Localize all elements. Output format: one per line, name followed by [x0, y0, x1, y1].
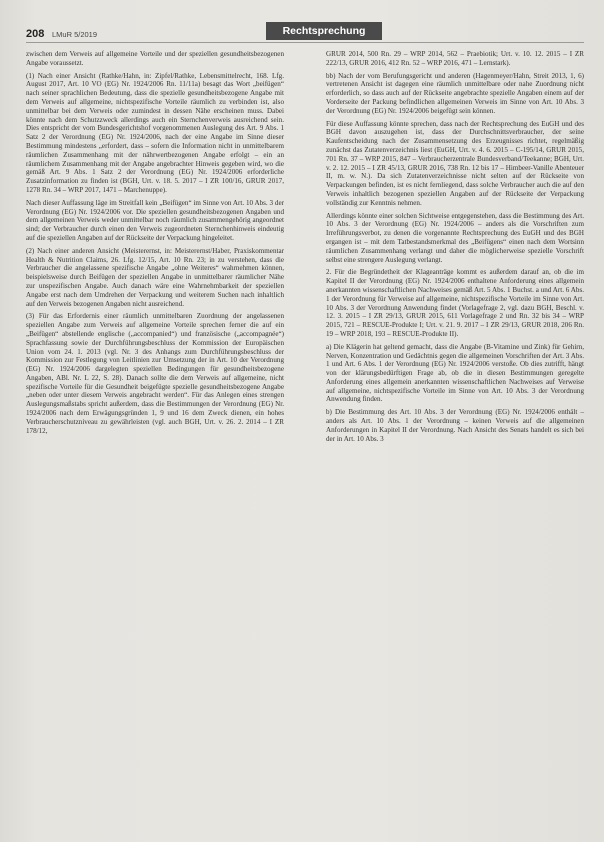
paragraph: (1) Nach einer Ansicht (Rathke/Hahn, in: Zipfel/Rathke, Lebensmittelrecht, 168. Lfg. August 2017, Art. 10 VO (EG) Nr. 1924/2006 Rn. 11/11a) besagt das Wort „beifügen“ nach seiner sprachlichen Bedeutung, dass die spezielle gesundheitsbezogene Angabe mit dem Verweis auf allgemeine, nichtspezifische Vorteile räumlich zu verbinden ist, also unmittelbar bei dem Verweis oder zumindest in dessen Nähe erscheinen muss. Dabei könnte nach dem Schutzzweck allerdings auch ein Sternchenverweis ausreichend sein. Dies entspricht der vom Bundesgerichtshof vorgenommenen Auslegung des Art. 9 Abs. 1 Satz 2 der Verordnung (EG) Nr. 1924/2006, nach der eine Angabe im Sinne dieser Bestimmung mindestens „erfordert, dass – sofern die Information nicht in unmittelbarem räumlichen Zusammenhang mit der nährwertbezogenen Angabe erfolgt – ein an räumlichem Zusammenhang mit der Angabe angebrachter Hinweis gegeben wird, wo die gemäß Art. 9 Abs. 1 Satz 2 der Verordnung (EG) Nr. 1924/2006 erforderliche Zusatzinformation zu finden ist (BGH, Urt. v. 18. 5. 2017 – I ZR 100/16, GRUR 2017, 1278 Rn. 34 – WRP 2017, 1471 – Marchenuppe). [26, 71, 284, 194]
paragraph: (2) Nach einer anderen Ansicht (Meisterernst, in: Meisterernst/Haber, Praxiskommentar Health & Nutrition Claims, 26. Lfg. 12/15, Art. 10 Rn. 23; in zu verstehen, dass die Verbraucher die angelassene spezifische Angabe „ohne Weiteres“ wahrnehmen können, beispielsweise durch Beifügen der speziellen Angabe in unmittelbarer räumlicher Nähe zur unspezifischen Angabe. Auch danach wäre eine Wahrnehmbarkeit der speziellen Angabe erst nach dem Umdrehen der Verpackung und weiterem Suchen nach inhaltlich auf den Verweis bezogenen Angaben nicht ausreichend. [26, 246, 284, 308]
paragraph: Für diese Auffassung könnte sprechen, dass nach der Rechtsprechung des EuGH und des BGH davon auszugehen ist, dass der Durchschnittsverbraucher, der seine Kaufentscheidung nach der Zusammensetzung des Erzeugnisses richtet, regelmäßig zunächst das Zutatenverzeichnis liest (EuGH, Urt. v. 4. 6. 2015 – C-195/14, GRUR 2015, 701 Rn. 37 – WRP 2015, 847 – Verbraucherzentrale Bundesverband/Teekanne; BGH, Urt. v. 2. 12. 2015 – I ZR 45/13, GRUR 2016, 738 Rn. 12 bis 17 – Himbeer-Vanille Abenteuer II, m. w. N.). Da sich Zutatenverzeichnisse nicht selten auf der Rückseite von Verpackungen befinden, ist es nicht fernliegend, dass solche Verbraucher auch die auf den Verweis inhaltlich bezogenen speziellen Angaben auf der Rückseite der Verpackung vollständig zur Kenntnis nehmen. [326, 119, 584, 207]
header-rule [26, 42, 584, 43]
paragraph: GRUR 2014, 500 Rn. 29 – WRP 2014, 562 – Praebiotik; Urt. v. 10. 12. 2015 – I ZR 222/13, GRUR 2016, 412 Rn. 52 – WRP 2016, 471 – Lernstark). [326, 50, 584, 67]
left-text-column [26, 50, 284, 439]
paragraph: (3) Für das Erfordernis einer räumlich unmittelbaren Zuordnung der angelassenen speziellen Angabe zum Verweis auf allgemeine Vorteile sprechen ferner die auf ein „Beifügen“ abstellende englische („accompanied“) und französische („accompagnée“) Sprachfassung sowie der Durchführungsbeschluss der Kommission der Europäischen Union vom 24. 1. 2013 (vgl. Nr. 3 des Anhangs zum Durchführungsbeschluss der Kommission zur Festlegung von Leitlinien zur Umsetzung der in Art. 10 der Verordnung (EG) Nr. 1924/2006 dargelegten speziellen Bedingungen für gesundheitsbezogene Angaben, ABl. Nr. L 22, S. 28). Danach sollte die dem Verweis auf allgemeine, nicht spezifische Vorteile für die Gesundheit beigefügte spezielle gesundheitsbezogene Angabe „neben oder unter diesem Verweis angebracht werden“. Für das Anlegen eines strengen Auslegungsmaßstabs spricht außerdem, dass die Bestimmungen der Verordnung (EG) Nr. 1924/2006 nach dem Erwägungsgründen 1, 9 und 16 dem Zweck dienen, ein hohes Verbraucherschutzniveau zu gewährleisten (vgl. auch BGH, Urt. v. 26. 2. 2014 – I ZR 178/12, [26, 312, 284, 435]
journal-citation: LMuR 5/2019 [52, 30, 98, 39]
paragraph: b) Die Bestimmung des Art. 10 Abs. 3 der Verordnung (EG) Nr. 1924/2006 enthält – anders als Art. 10 Abs. 1 der Verordnung – keinen Verweis auf die allgemeinen Anforderungen in Kapitel II der Verordnung. Nach Ansicht des Senats handelt es sich bei der in Art. 10 Abs. 3 [326, 408, 584, 443]
paragraph: bb) Nach der vom Berufungsgericht und anderen (Hagenmeyer/Hahn, Streit 2013, 1, 6) vertretenen Ansicht ist dagegen eine räumlich unmittelbare oder nahe Zuordnung nicht erforderlich, so dass auch auf der Rückseite angebrachte spezielle Angaben einem auf der Vorderseite der Packung befindlichen allgemeinen Verweis im Sinne von Art. 10 Abs. 3 der Verordnung (EG) Nr. 1924/2006 beigefügt sein können. [326, 71, 584, 115]
paragraph: zwischen dem Verweis auf allgemeine Vorteile und der speziellen gesundheitsbezogenen Angabe voraussetzt. [26, 50, 284, 67]
paragraph: a) Die Klägerin hat geltend gemacht, dass die Angabe (B-Vitamine und Zink) für Gehirn, Nerven, Konzentration und Gedächtnis gegen die allgemeinen Vorschriften der Art. 3 Abs. 1 und Art. 6 Abs. 1 der Verordnung (EG) Nr. 1924/2006 verstoße. Ob dies zutrifft, hängt von der klärungsbedürftigen Frage ab, ob die in diesen Bestimmungen geregelte Anforderung eines allgemein anerkannten wissenschaftlichen Nachweises auf Verweise auf allgemeine, nichtspezifische Vorteile im Sinne von Art. 10 Abs. 3 der Verordnung Anwendung finden. [326, 342, 584, 404]
page-number: 208 [26, 28, 45, 40]
paragraph: Nach dieser Auffassung läge im Streitfall kein „Beifügen“ im Sinne von Art. 10 Abs. 3 der Verordnung (EG) Nr. 1924/2006 vor. Die speziellen gesundheitsbezogenen Angaben und dem allgemeinen Verweis weder unmittelbar noch räumlich zusammengehörig angeordnet sind; der Verbraucher durch einen den Verweis zugeordneten Sternchenhinweis eindeutig auf die speziellen Angaben auf der Rückseite der Verpackung hingeleitet. [26, 198, 284, 242]
right-text-column [326, 50, 584, 447]
section-rubric: Rechtsprechung [266, 22, 382, 40]
paragraph: 2. Für die Begründetheit der Klageanträge kommt es außerdem darauf an, ob die im Kapitel II der Verordnung (EG) Nr. 1924/2006 enthaltene Anforderung eines allgemein anerkannten wissenschaftlichen Nachweises gemäß Art. 5 Abs. 1 Buchst. a und Art. 6 Abs. 1 der Verordnung für Verweise auf allgemeine, nichtspezifische Vorteile im Sinne von Art. 10 Abs. 3 der Verordnung Anwendung findet (Vorlagefrage 2, vgl. dazu BGH, Beschl. v. 12. 3. 2015 – I ZR 29/13, GRUR 2015, 611 Vorlagefrage 2 und Rn. 32 bis 34 – WRP 2015, 721 – RESCUE-Produkte I; Urt. v. 21. 9. 2017 – I ZR 29/13, GRUR 2018, 206 Rn. 19 – WRP 2018, 193 – RESCUE-Produkte II). [326, 268, 584, 338]
page-header [26, 22, 586, 44]
paragraph: Allerdings könnte einer solchen Sichtweise entgegenstehen, dass die Bestimmung des Art. 10 Abs. 3 der Verordnung (EG) Nr. 1924/2006 – anders als die Vorschriften zum Irreführungsverbot, zu denen die vorgenannte Rechtsprechung des EuGH und des BGH ergangen ist – mit dem Tatbestandsmerkmal des „Beifügens“ einen nach dem Wortsinn räumlichen Zusammenhang verlangt und daher die möglicherweise spezielle Vorschrift selbst eine strengere Auslegung verlangt. [326, 211, 584, 264]
